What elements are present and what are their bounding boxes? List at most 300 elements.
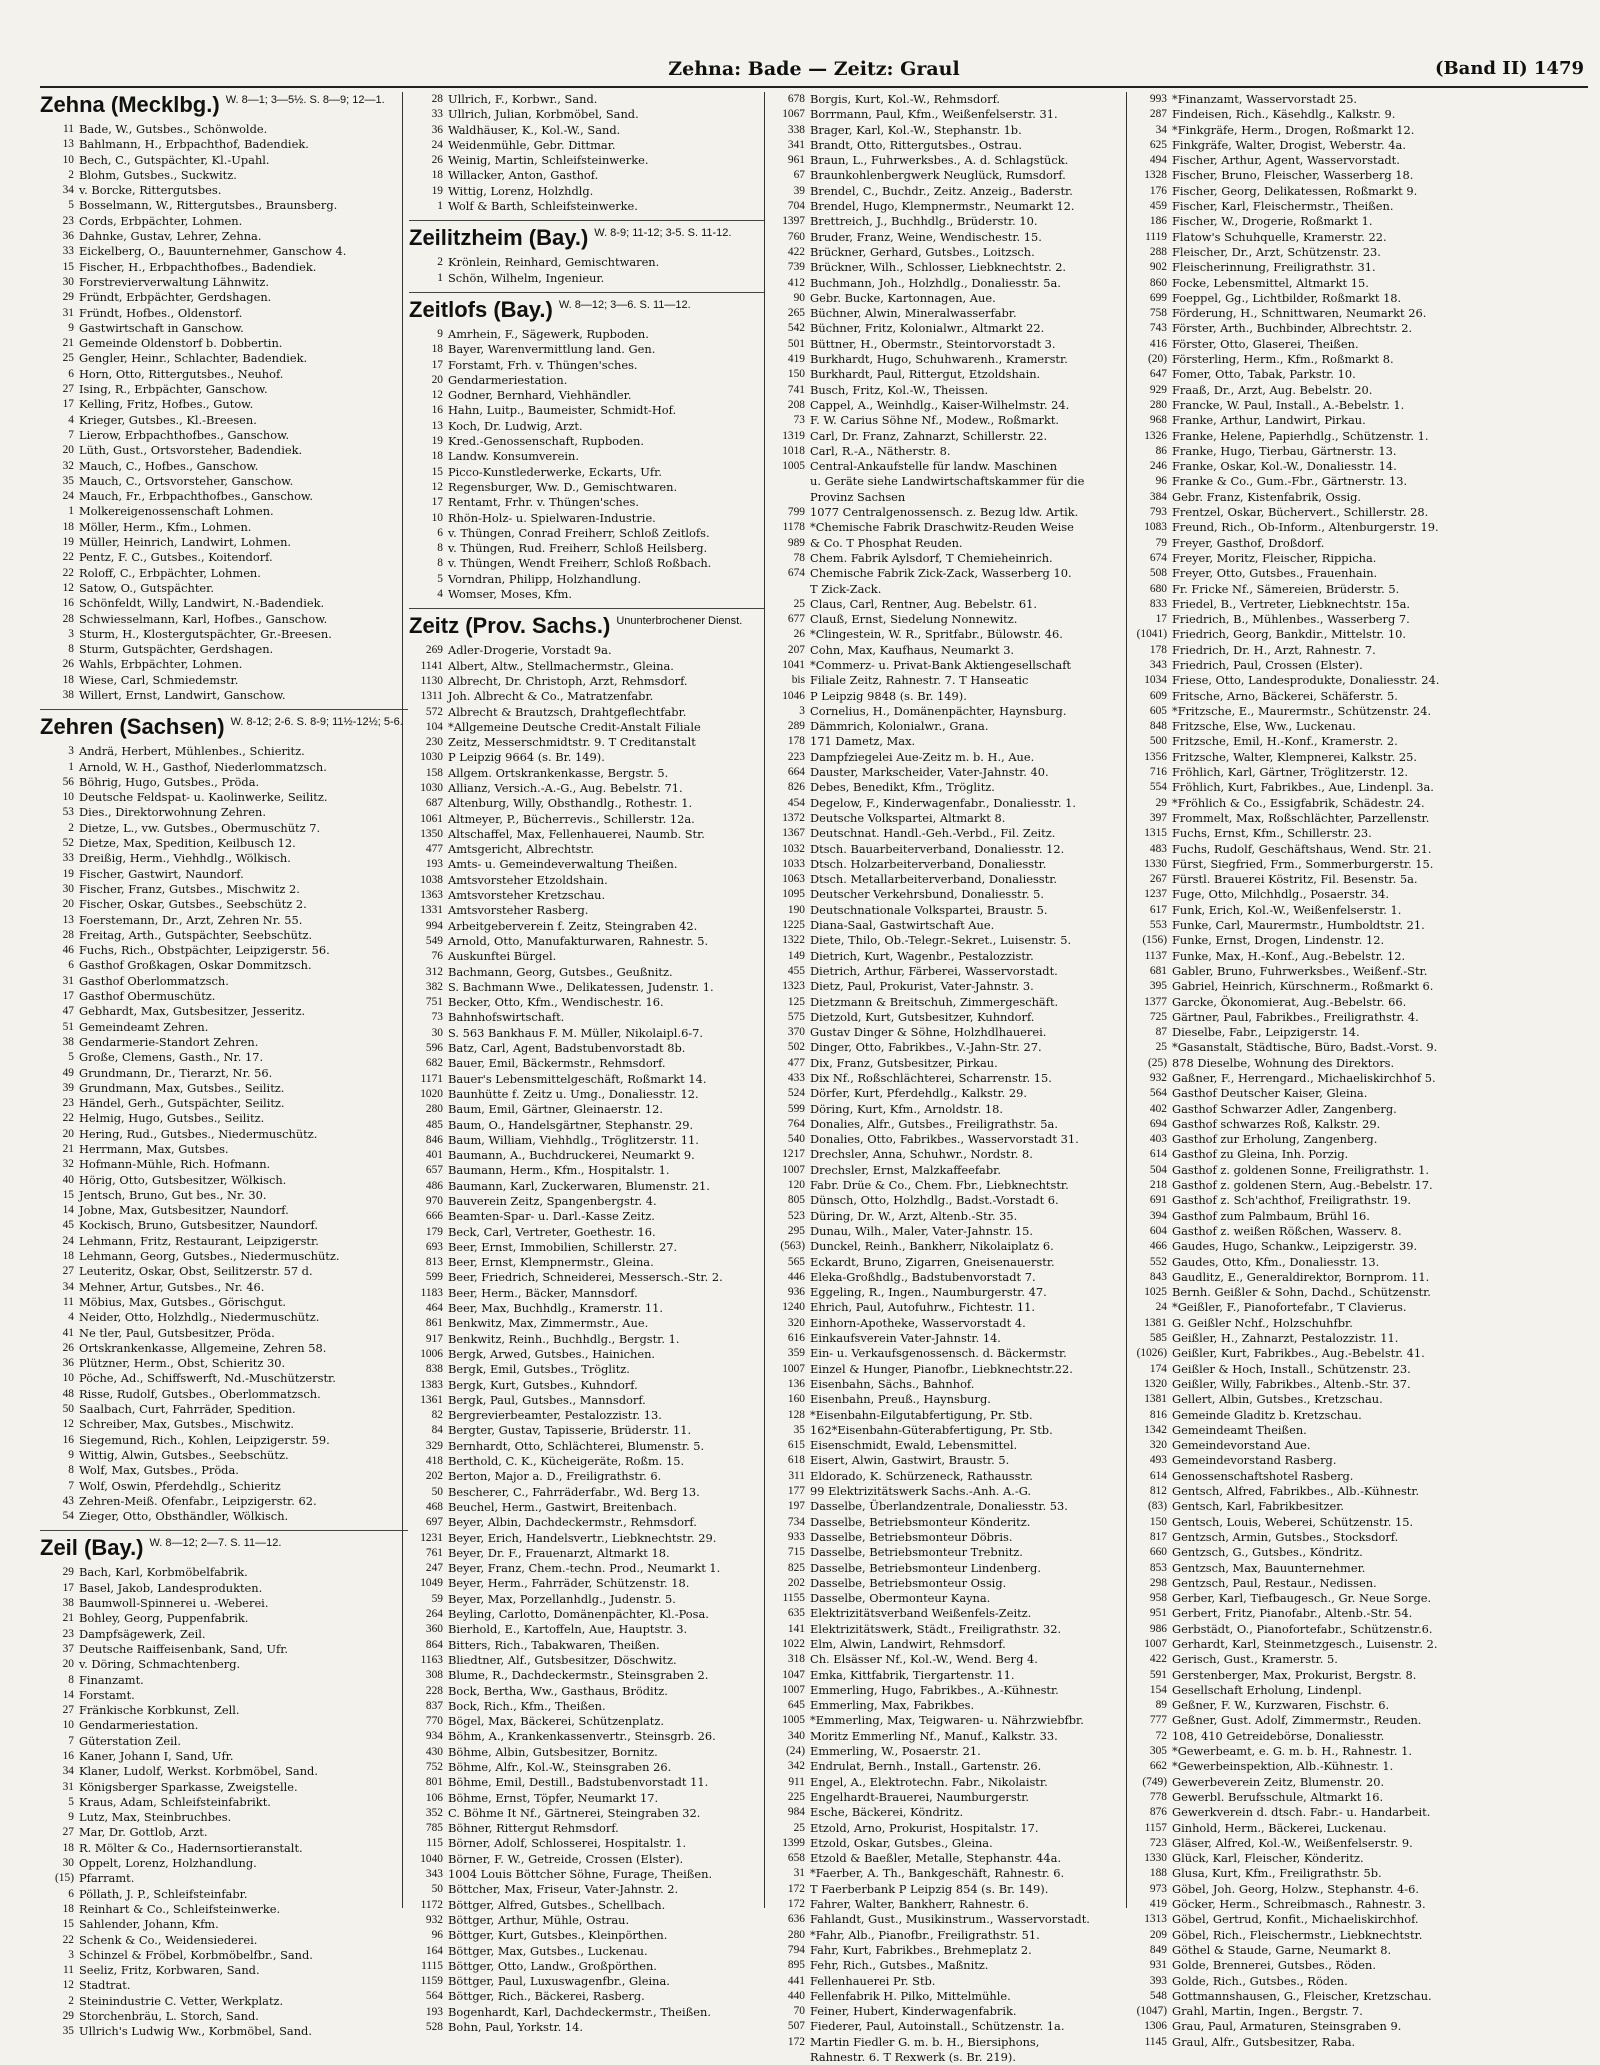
directory-entry [771,168,1127,183]
phone-number: 17 [62,1581,74,1594]
phone-number: 723 [1149,1836,1167,1849]
directory-entry [40,1917,408,1932]
subscriber-text: Gendarmerie-Standort Zehren. [79,1034,259,1049]
directory-entry [771,536,1127,551]
phone-number: 197 [787,1500,805,1513]
directory-entry [771,1193,1127,1208]
directory-entry [771,1255,1127,1270]
directory-entry [409,1072,765,1087]
directory-entry [771,719,1127,734]
directory-entry [771,1040,1127,1055]
directory-entry [1133,1668,1489,1683]
directory-entry [40,413,408,428]
subscriber-text: Fellenhauerei Pr. Stb. [810,1973,936,1988]
directory-entry [771,949,1127,964]
subscriber-text: Bach, Karl, Korbmöbelfabrik. [79,1565,248,1580]
directory-entry [771,612,1127,627]
directory-entry [771,1147,1127,1162]
subscriber-text: Altenburg, Willy, Obsthandlg., Rothestr. 1. [448,796,693,811]
subscriber-text: Burkhardt, Paul, Rittergut, Etzoldshain. [810,367,1041,382]
subscriber-text: Gabriel, Heinrich, Kürschnerm., Roßmarkt 6. [1172,979,1434,994]
directory-entry [40,1565,408,1580]
phone-number: 11 [63,1964,74,1977]
directory-entry [1133,643,1489,658]
directory-entry [771,1729,1127,1744]
directory-entry [409,1301,765,1316]
directory-entry [1133,1836,1489,1851]
directory-entry [1133,1453,1489,1468]
subscriber-text: Dämmrich, Kolonialwr., Grana. [810,719,989,734]
subscriber-text: Dasselbe, Betriebsmonteur Trebnitz. [810,1545,1023,1560]
directory-entry [40,1326,408,1341]
phone-number: 16 [62,1433,74,1446]
subscriber-text: Joh. Albrecht & Co., Matratzenfabr. [448,689,654,704]
subscriber-text: Gentsch, Louis, Weberei, Schützenstr. 15. [1172,1514,1414,1529]
subscriber-text: Gentsch, Karl, Fabrikbesitzer. [1172,1499,1345,1514]
directory-entry [1133,214,1489,229]
subscriber-text: Kockisch, Bruno, Gutsbesitzer, Naundorf. [79,1218,318,1233]
phone-number: 441 [787,1974,805,1987]
subscriber-text: Central-Ankaufstelle für landw. Maschinen [810,459,1058,474]
directory-entry [40,1249,408,1264]
subscriber-text: Böhm, A., Krankenkassenvertr., Steinsgrb. 26. [448,1729,716,1744]
phone-number: 9 [68,1811,74,1824]
directory-entry [409,1454,765,1469]
directory-entry [771,1377,1127,1392]
subscriber-text: Ginhold, Herm., Bäckerei, Luckenau. [1172,1820,1387,1835]
directory-entry [409,123,765,138]
subscriber-text: Bahnhofswirtschaft. [448,1010,565,1025]
phone-number: 1381 [1144,1393,1167,1406]
directory-entry [771,1178,1127,1193]
directory-entry [40,1749,408,1764]
phone-number: 32 [62,1158,74,1171]
directory-entry [40,1642,408,1657]
phone-number: 528 [425,2021,443,2034]
phone-number: 7 [68,1479,74,1492]
phone-number: 15 [62,260,74,273]
directory-entry [40,2009,408,2024]
directory-entry [40,627,408,642]
directory-entry [40,1463,408,1478]
phone-number: 21 [62,1143,74,1155]
directory-entry [1133,979,1489,994]
subscriber-text: Eisenbahn, Sächs., Bahnhof. [810,1376,975,1391]
phone-number: 7 [68,428,74,441]
phone-number: 1178 [782,521,805,534]
directory-entry [409,1882,765,1897]
phone-number: 20 [62,1658,74,1671]
subscriber-text: Jobne, Max, Gutsbesitzer, Naundorf. [79,1203,289,1218]
phone-number: 401 [425,1149,443,1162]
phone-number: 739 [787,261,805,274]
directory-entry [771,1469,1127,1484]
phone-number: 523 [787,1209,805,1222]
phone-number: 202 [425,1470,443,1483]
phone-number: 799 [787,506,805,519]
subscriber-text: Jentsch, Bruno, Gut bes., Nr. 30. [79,1187,267,1202]
subscriber-text: Böhner, Rittergut Rehmsdorf. [448,1821,619,1836]
directory-entry [771,1698,1127,1713]
phone-number: 933 [787,1530,805,1543]
directory-entry [771,918,1127,933]
phone-number: 778 [1149,1790,1167,1803]
directory-entry [409,842,765,857]
directory-entry [40,673,408,688]
directory-entry [40,805,408,820]
subscriber-text: Gasthof Schwarzer Adler, Zangenberg. [1172,1101,1397,1116]
directory-entry [1133,1561,1489,1576]
phone-number: 26 [793,628,805,641]
directory-entry [1133,780,1489,795]
phone-number: 1083 [1144,521,1167,534]
directory-entry [40,1433,408,1448]
directory-entry [409,1056,765,1071]
directory-entry [409,271,765,286]
phone-number: 958 [1149,1592,1167,1605]
directory-entry [771,474,1127,489]
subscriber-text: Roloff, C., Erbpächter, Lohmen. [79,565,261,580]
subscriber-text: Martin Fiedler G. m. b. H., Biersiphons, [810,2034,1040,2049]
directory-entry [40,1280,408,1295]
subscriber-text: Francke, W. Paul, Install., A.-Bebelstr. 1. [1172,397,1405,412]
directory-entry [409,903,765,918]
subscriber-text: Gerisch, Gust., Kramerstr. 5. [1172,1652,1338,1667]
directory-entry [1133,260,1489,275]
directory-entry [409,965,765,980]
phone-number: 680 [1149,582,1167,595]
subscriber-text: Plützner, Herm., Obst, Schieritz 30. [79,1356,286,1371]
directory-entry [1133,887,1489,902]
phone-number: 4 [68,1311,74,1324]
phone-number: 770 [425,1715,443,1728]
directory-entry [40,1611,408,1626]
subscriber-text: Bescherer, C., Fahrräderfabr., Wd. Berg 13. [448,1484,700,1499]
subscriber-text: Fritzsche, Walter, Klempnerei, Kalkstr. 25. [1172,749,1417,764]
directory-entry [771,1759,1127,1774]
phone-number: 207 [787,643,805,656]
phone-number: 9 [68,1448,74,1461]
phone-number: 174 [1149,1362,1167,1375]
directory-entry [409,1378,765,1393]
office-hours: W. 8—12; 3—6. S. 11—12. [558,298,691,311]
directory-entry [409,358,765,373]
subscriber-text: Gasthof Oberlommatzsch. [79,973,229,988]
directory-entry [409,1668,765,1683]
directory-entry [40,336,408,351]
subscriber-text: Fischer, H., Erbpachthofbes., Badendiek. [79,259,317,274]
subscriber-text: Emmerling, Hugo, Fabrikbes., A.-Kühnestr. [810,1682,1059,1697]
directory-entry [1133,398,1489,413]
directory-entry [40,489,408,504]
subscriber-text: Börner, F. W., Getreide, Crossen (Elster). [448,1851,684,1866]
directory-entry [1133,199,1489,214]
phone-number: 34 [62,1280,74,1293]
phone-number: 16 [62,597,74,610]
phone-number: 1007 [782,1683,805,1696]
phone-number: 674 [787,567,805,580]
phone-number: 635 [787,1607,805,1620]
directory-entry [40,836,408,851]
phone-number: 179 [425,1225,443,1238]
subscriber-text: Dünsch, Otto, Holzhdlg., Badst.-Vorstadt 6. [810,1193,1059,1208]
subscriber-text: Foerstemann, Dr., Arzt, Zehren Nr. 55. [79,912,303,927]
subscriber-text: Funke, Carl, Maurermstr., Humboldtstr. 21. [1172,918,1425,933]
location-name: Zeitz (Prov. Sachs.) [409,613,611,639]
directory-entry [40,1173,408,1188]
directory-entry [40,1810,408,1825]
directory-entry [771,1102,1127,1117]
directory-entry [771,704,1127,719]
phone-number: 760 [787,230,805,243]
subscriber-text: Bergk, Arwed, Gutsbes., Hainichen. [448,1346,656,1361]
subscriber-text: Fritzsche, Else, Ww., Luckenau. [1172,719,1356,734]
directory-entry [409,857,765,872]
directory-entry [771,1622,1127,1637]
phone-number: (83) [1148,1500,1167,1513]
directory-entry [409,1286,765,1301]
subscriber-text: Grundmann, Max, Gutsbes., Seilitz. [79,1080,285,1095]
directory-entry [40,1596,408,1611]
phone-number: 36 [431,123,443,136]
phone-number: 35 [62,474,74,487]
subscriber-text: Böttger, Alfred, Gutsbes., Schellbach. [448,1897,666,1912]
phone-number: 1397 [782,215,805,228]
directory-entry [409,689,765,704]
subscriber-text: Forstamt. [79,1687,135,1702]
directory-entry [771,1392,1127,1407]
directory-entry [771,1499,1127,1514]
directory-entry [771,1331,1127,1346]
subscriber-text: Gerhardt, Karl, Steinmetzgesch., Luisenstr. 2. [1172,1636,1438,1651]
directory-entry [40,1718,408,1733]
directory-entry [40,688,408,703]
phone-number: 31 [62,974,74,987]
directory-entry [771,1912,1127,1927]
subscriber-text: Ch. Elsässer Nf., Kol.-W., Wend. Berg 4. [810,1652,1038,1667]
phone-number: 929 [1149,383,1167,396]
phone-number: 16 [431,404,443,417]
phone-number: 468 [425,1500,443,1513]
directory-entry [409,1622,765,1637]
subscriber-text: Blohm, Gutsbes., Suckwitz. [79,167,237,182]
subscriber-text: Dasselbe, Überlandzentrale, Donaliesstr. 53. [810,1499,1068,1514]
subscriber-text: Fischer, Arthur, Agent, Wasservorstadt. [1172,153,1400,168]
phone-number: 394 [1149,1209,1167,1222]
phone-number: 554 [1149,781,1167,794]
phone-number: 19 [62,867,74,880]
phone-number: 40 [62,1173,74,1186]
phone-number: 1 [68,505,74,518]
subscriber-text: Gaudes, Otto, Kfm., Donaliesstr. 13. [1172,1254,1380,1269]
directory-entry [40,1933,408,1948]
directory-entry [771,291,1127,306]
subscriber-text: Büchner, Alwin, Mineralwasserfabr. [810,306,1017,321]
subscriber-text: *Gewerbeamt, e. G. m. b. H., Rahnestr. 1. [1172,1744,1412,1759]
subscriber-text: v. Thüngen, Rud. Freiherr, Schloß Heilsberg. [448,541,708,556]
phone-number: 18 [62,1902,74,1915]
phone-number: 176 [1149,184,1167,197]
subscriber-text: Lehmann, Georg, Gutsbes., Niedermuschütz. [79,1249,340,1264]
directory-entry [771,1239,1127,1254]
directory-entry [1133,857,1489,872]
phone-number: 188 [1149,1867,1167,1880]
subscriber-text: Finkgräfe, Walter, Drogist, Weberstr. 4a. [1172,137,1406,152]
phone-number: 837 [425,1699,443,1712]
phone-number: 17 [1155,613,1167,626]
subscriber-text: Böhme, Ernst, Töpfer, Neumarkt 17. [448,1790,659,1805]
directory-entry [409,138,765,153]
subscriber-text: Händel, Gerh., Gutspächter, Seilitz. [79,1096,285,1111]
directory-entry [40,1234,408,1249]
phone-number: 1306 [1144,2020,1167,2033]
phone-number: 1030 [420,781,443,794]
phone-number: 599 [425,1271,443,1284]
phone-number: 625 [1149,138,1167,151]
subscriber-text: Bogenhardt, Karl, Dachdeckermstr., Theißen. [448,2004,711,2019]
subscriber-text: Gasthof zur Erholung, Zangenberg. [1172,1132,1378,1147]
directory-entry [1133,903,1489,918]
subscriber-text: Eisenbahn, Preuß., Haynsburg. [810,1392,991,1407]
directory-entry [409,1989,765,2004]
directory-entry [40,367,408,382]
subscriber-text: Freund, Rich., Ob-Inform., Altenburgerstr. 19. [1172,520,1439,535]
directory-entry [40,851,408,866]
phone-number: 30 [62,882,74,895]
phone-number: 359 [787,1347,805,1360]
directory-entry [40,1371,408,1386]
subscriber-text: Ullrich, F., Korbwr., Sand. [448,92,598,106]
directory-entry [1133,168,1489,183]
directory-entry [40,1963,408,1978]
directory-entry [1133,566,1489,581]
subscriber-text: Ortskrankenkasse, Allgemeine, Zehren 58. [79,1340,327,1355]
phone-number: 41 [62,1326,74,1339]
location-heading [409,220,765,251]
subscriber-text: Franke & Co., Gum.-Fbr., Gärtnerstr. 13. [1172,474,1408,489]
directory-entry [771,811,1127,826]
directory-entry [1133,1193,1489,1208]
subscriber-text: 171 Dametz, Max. [810,734,916,749]
subscriber-text: Adler-Drogerie, Vorstadt 9a. [448,643,612,658]
subscriber-text: Friedrich, Georg, Bankdir., Mittelstr. 10. [1172,627,1406,642]
directory-entry [409,1439,765,1454]
directory-entry [40,1066,408,1081]
subscriber-text: Diana-Saal, Gastwirtschaft Aue. [810,918,995,933]
phone-number: 1328 [1144,169,1167,182]
subscriber-text: Beyer, Dr. F., Frauenarzt, Altmarkt 18. [448,1545,670,1560]
subscriber-text: Gentsch, Alfred, Fabrikbes., Alb.-Kühnestr. [1172,1484,1420,1499]
directory-entry [771,1561,1127,1576]
directory-entry [409,888,765,903]
directory-entry [1133,490,1489,505]
directory-entry [771,796,1127,811]
subscriber-text: Bergrevierbeamter, Pestalozzistr. 13. [448,1408,662,1423]
directory-entry [1133,1652,1489,1667]
phone-number: 494 [1149,154,1167,167]
phone-number: 402 [1149,1102,1167,1115]
subscriber-text: Dampfsägewerk, Zeil. [79,1626,206,1641]
directory-entry [40,1795,408,1810]
phone-number: 120 [787,1179,805,1192]
directory-entry [409,934,765,949]
phone-number: 493 [1149,1454,1167,1467]
directory-entry [40,760,408,775]
subscriber-text: Dietzold, Kurt, Gutsbesitzer, Kuhndorf. [810,1009,1035,1024]
directory-entry [771,413,1127,428]
directory-entry [409,1163,765,1178]
phone-number: 1183 [420,1286,443,1299]
subscriber-text: Zieger, Otto, Obsthändler, Wölkisch. [79,1509,289,1524]
directory-entry [409,1240,765,1255]
phone-number: 564 [425,1990,443,2003]
directory-entry [409,1209,765,1224]
phone-number: 30 [62,275,74,288]
subscriber-text: Lüth, Gust., Ortsvorsteher, Badendiek. [79,443,303,458]
phone-number: 51 [62,1020,74,1033]
subscriber-text: Klaner, Ludolf, Werkst. Korbmöbel, Sand. [79,1764,318,1779]
directory-entry [1133,673,1489,688]
directory-entry [40,1902,408,1917]
subscriber-text: Große, Clemens, Gasth., Nr. 17. [79,1050,264,1065]
phone-number: 5 [68,199,74,212]
directory-entry [1133,872,1489,887]
directory-entry [771,1606,1127,1621]
subscriber-text: *Finanzamt, Wasservorstadt 25. [1172,92,1358,106]
phone-number: 8 [437,557,443,570]
directory-entry [771,276,1127,291]
subscriber-text: Freitag, Arth., Gutspächter, Seebschütz. [79,927,313,942]
subscriber-text: Göthel & Staude, Garne, Neumarkt 8. [1172,1942,1392,1957]
directory-entry [1133,1224,1489,1239]
subscriber-text: Gentzsch, Armin, Gutsbes., Stocksdorf. [1172,1529,1399,1544]
phone-number: 11 [63,123,74,135]
directory-entry [409,153,765,168]
phone-number: 416 [1149,337,1167,350]
subscriber-text: Benkwitz, Reinh., Buchhdlg., Bergstr. 1. [448,1331,680,1346]
phone-number: 14 [62,1204,74,1217]
phone-number: 1006 [420,1347,443,1360]
directory-entry [771,857,1127,872]
phone-number: 87 [1155,1026,1167,1039]
subscriber-text: Beyer, Erich, Handelsvertr., Liebknechtstr. 29. [448,1530,717,1545]
phone-number: 39 [793,184,805,197]
directory-entry [1133,2004,1489,2019]
subscriber-text: Frentzel, Oskar, Büchervert., Schillerstr. 28. [1172,505,1429,520]
phone-number: 34 [1155,123,1167,136]
subscriber-text: Bauverein Zeitz, Spangenbergstr. 4. [448,1194,657,1208]
directory-entry [771,964,1127,979]
directory-entry [40,1356,408,1371]
subscriber-text: Ullrich, Julian, Korbmöbel, Sand. [448,107,639,122]
directory-entry [771,582,1127,597]
subscriber-text: Sahlender, Johann, Kfm. [79,1917,219,1932]
phone-number: 96 [1155,475,1167,488]
subscriber-text: Hofmann-Mühle, Rich. Hofmann. [79,1157,271,1172]
directory-entry [409,1561,765,1576]
phone-number: 500 [1149,735,1167,748]
phone-number: 1323 [782,980,805,993]
directory-entry [771,1882,1127,1897]
phone-number: 7 [68,1734,74,1747]
subscriber-text: *Eisenbahn-Eilgutabfertigung, Pr. Stb. [810,1407,1033,1422]
phone-number: 312 [425,965,443,978]
directory-entry [771,826,1127,841]
subscriber-text: Gasthof zu Gleina, Inh. Porzig. [1172,1147,1349,1162]
phone-number: 565 [787,1255,805,1268]
directory-entry [40,198,408,213]
directory-entry [1133,337,1489,352]
